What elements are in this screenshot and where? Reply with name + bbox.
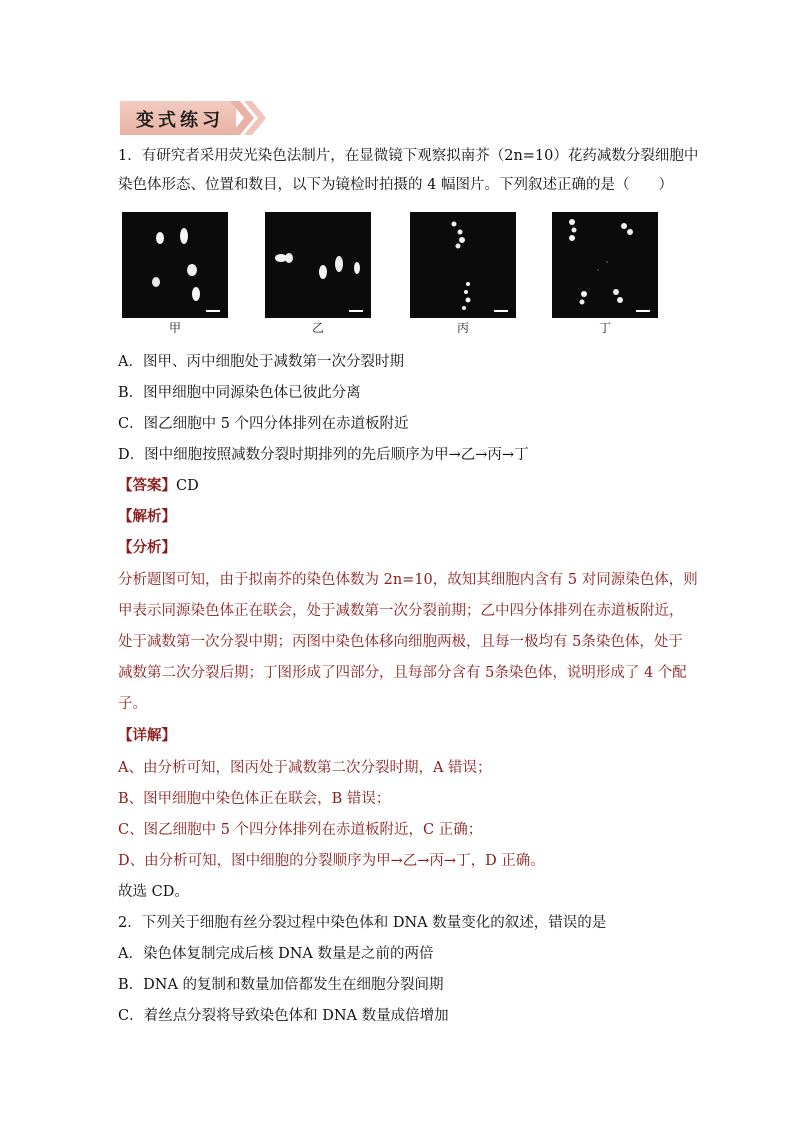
q2-option-b: B．DNA 的复制和数量加倍都发生在细胞分裂间期 (118, 977, 444, 993)
q1-option-d: D．图中细胞按照减数分裂时期排列的先后顺序为甲→乙→丙→丁 (118, 447, 529, 463)
detail-line-3: C、图乙细胞中 5 个四分体排列在赤道板附近，C 正确； (118, 822, 483, 838)
q2-stem: 2．下列关于细胞有丝分裂过程中染色体和 DNA 数量变化的叙述，错误的是 (118, 915, 607, 931)
detail-tag: 【详解】 (118, 727, 176, 744)
fenxi-line-4: 减数第二次分裂后期；丁图形成了四部分，且每部分含有 5条染色体，说明形成了 4 个配 (118, 665, 687, 681)
micrograph-yi (265, 212, 371, 318)
micrograph-figures (122, 212, 662, 342)
caption-ding: 丁 (598, 321, 611, 335)
detail-line-1: A、由分析可知，图丙处于减数第二次分裂时期，A 错误； (118, 760, 492, 776)
q1-conclusion: 故选 CD。 (118, 884, 189, 900)
analysis-tag: 【解析】 (118, 508, 176, 525)
caption-bing: 丙 (456, 321, 469, 335)
q1-option-c: C．图乙细胞中 5 个四分体排列在赤道板附近 (118, 416, 409, 432)
q1-stem-line-1: 1．有研究者采用荧光染色法制片，在显微镜下观察拟南芥（2n=10）花药减数分裂细胞中 (118, 148, 699, 164)
fenxi-line-5: 子。 (118, 696, 147, 712)
double-chevron-icon (230, 101, 274, 135)
fenxi-line-1: 分析题图可知，由于拟南芥的染色体数为 2n=10，故知其细胞内含有 5 对同源染色体，则 (118, 572, 698, 588)
micrograph-ding (552, 212, 658, 318)
answer-value: CD (176, 478, 199, 494)
q2-option-a: A．染色体复制完成后核 DNA 数量是之前的两倍 (118, 946, 434, 962)
micrograph-bing (410, 212, 516, 318)
answer-tag: 【答案】 (118, 477, 176, 494)
caption-yi: 乙 (311, 321, 324, 335)
fenxi-tag: 【分析】 (118, 539, 176, 556)
caption-jia: 甲 (168, 321, 181, 335)
q1-option-a: A．图甲、丙中细胞处于减数第一次分裂时期 (118, 354, 404, 370)
detail-line-4: D、由分析可知，图中细胞的分裂顺序为甲→乙→丙→丁，D 正确。 (118, 853, 545, 869)
fenxi-line-3: 处于减数第一次分裂中期；丙图中染色体移向细胞两极，且每一极均有 5条染色体，处于 (118, 634, 683, 650)
section-banner (120, 101, 272, 135)
banner-title: 变式练习 (136, 110, 224, 131)
q1-option-b: B．图甲细胞中同源染色体已彼此分离 (118, 385, 361, 401)
q1-answer (118, 476, 199, 496)
q1-stem-line-2: 染色体形态、位置和数目，以下为镜检时拍摄的 4 幅图片。下列叙述正确的是（ ） (118, 177, 673, 193)
q2-option-c: C．着丝点分裂将导致染色体和 DNA 数量成倍增加 (118, 1008, 449, 1024)
micrograph-jia (122, 212, 228, 318)
fenxi-line-2: 甲表示同源染色体正在联会，处于减数第一次分裂前期；乙中四分体排列在赤道板附近， (118, 603, 684, 619)
detail-line-2: B、图甲细胞中染色体正在联会，B 错误； (118, 791, 391, 807)
